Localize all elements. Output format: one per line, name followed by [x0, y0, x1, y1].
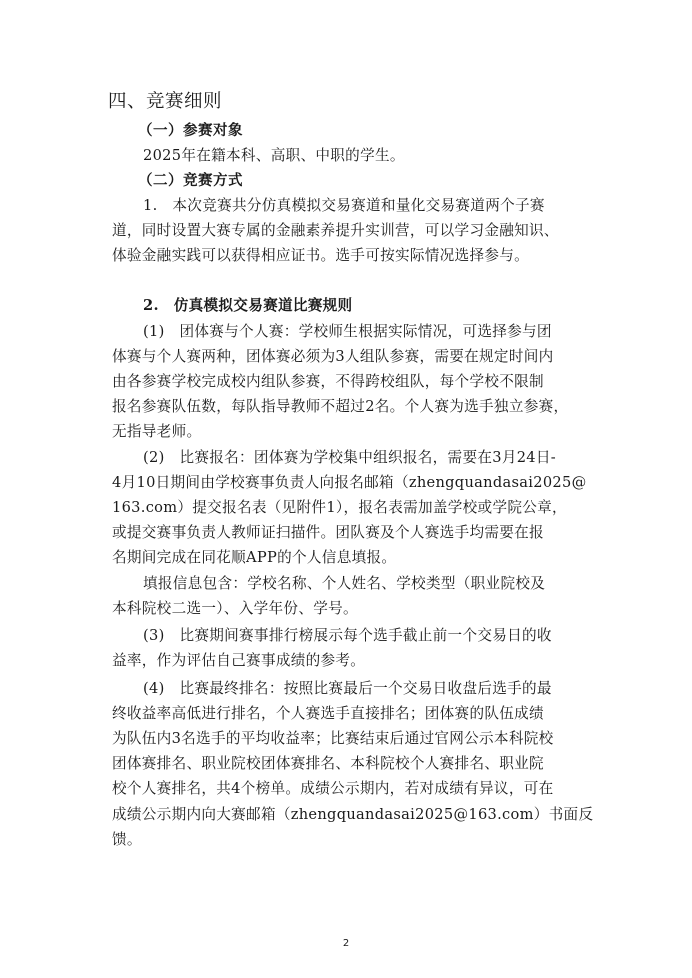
paragraph-line: 终收益率高低进行排名，个人赛选手直接排名；团体赛的队伍成绩 [112, 705, 544, 722]
paragraph-line: (4) 比赛最终排名：按照比赛最后一个交易日收盘后选手的最 [143, 680, 552, 697]
paragraph-line: 为队伍内3名选手的平均收益率；比赛结束后通过官网公示本科院校 [112, 730, 554, 747]
page-number: 2 [342, 938, 350, 949]
paragraph-line: 无指导老师。 [112, 423, 202, 440]
rules-heading: 2. 仿真模拟交易赛道比赛规则 [143, 297, 353, 314]
paragraph-line: 名期间完成在同花顺APP的个人信息填报。 [112, 549, 397, 566]
paragraph-line: 成绩公示期内向大赛邮箱（zhengquandasai2025@163.com）书面反 [112, 806, 594, 823]
paragraph-line: 本科院校二选一）、入学年份、学号。 [112, 600, 358, 617]
paragraph-line: 报名参赛队伍数，每队指导教师不超过2名。个人赛为选手独立参赛， [112, 398, 569, 415]
paragraph-line: 由各参赛学校完成校内组队参赛，不得跨校组队，每个学校不限制 [112, 373, 544, 390]
subsection-heading-participants: （一）参赛对象 [138, 122, 243, 139]
paragraph-line: 1. 本次竞赛共分仿真模拟交易赛道和量化交易赛道两个子赛 [143, 197, 545, 214]
paragraph-line: 道，同时设置大赛专属的金融素养提升实训营，可以学习金融知识、 [112, 222, 559, 239]
paragraph-line: 填报信息包含：学校名称、个人姓名、学校类型（职业院校及 [143, 575, 546, 592]
subsection-heading-format: （二）竞赛方式 [138, 172, 243, 189]
paragraph-line: (1) 团体赛与个人赛：学校师生根据实际情况，可选择参与团 [143, 323, 552, 340]
paragraph-line: 益率，作为评估自己赛事成绩的参考。 [112, 652, 366, 669]
paragraph-line: (2) 比赛报名：团体赛为学校集中组织报名，需要在3月24日- [143, 449, 557, 466]
section-heading: 四、竞赛细则 [108, 91, 223, 112]
paragraph-line: 体验金融实践可以获得相应证书。选手可按实际情况选择参与。 [112, 247, 530, 264]
paragraph-line: 4月10日期间由学校赛事负责人向报名邮箱（zhengquandasai2025@ [112, 474, 587, 491]
paragraph-line: (3) 比赛期间赛事排行榜展示每个选手截止前一个交易日的收 [143, 627, 552, 644]
paragraph-line: 或提交赛事负责人教师证扫描件。团队赛及个人赛选手均需要在报 [112, 524, 544, 541]
paragraph-line: 团体赛排名、职业院校团体赛排名、本科院校个人赛排名、职业院 [112, 755, 544, 772]
paragraph-line: 校个人赛排名，共4个榜单。成绩公示期内，若对成绩有异议，可在 [112, 780, 554, 797]
paragraph-line: 体赛与个人赛两种，团体赛必须为3人组队参赛，需要在规定时间内 [112, 348, 554, 365]
paragraph-line: 163.com）提交报名表（见附件1），报名表需加盖学校或学院公章， [112, 499, 567, 516]
paragraph-line: 馈。 [112, 831, 142, 848]
participants-text: 2025年在籍本科、高职、中职的学生。 [143, 147, 405, 164]
